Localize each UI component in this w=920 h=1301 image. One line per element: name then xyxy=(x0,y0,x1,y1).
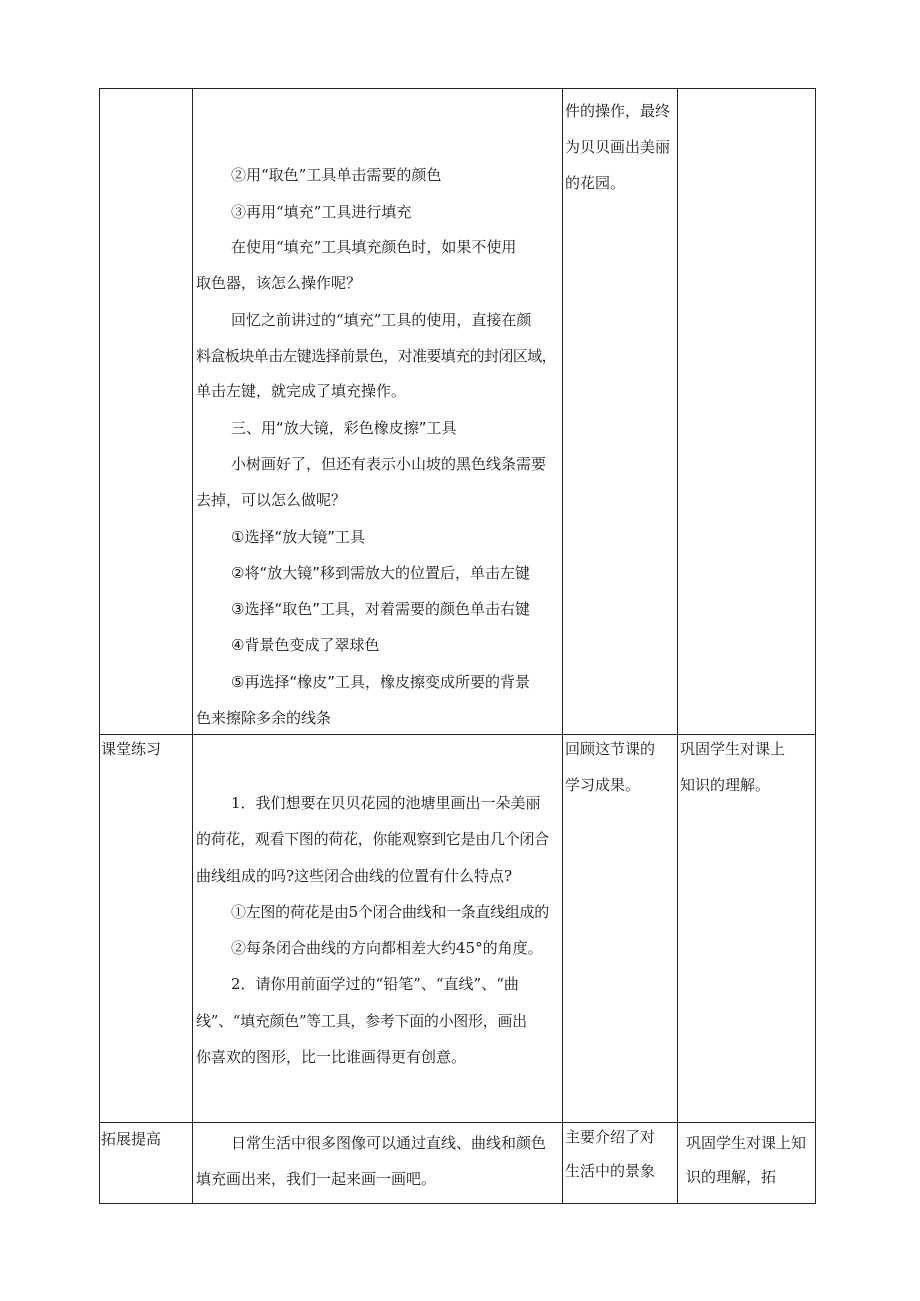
design-intent-cell xyxy=(678,89,816,735)
student-line: 回顾这节课的 xyxy=(565,740,656,758)
content-line: 你喜欢的图形，比一比谁画得更有创意。 xyxy=(196,1048,467,1066)
activity-label: 课堂练习 xyxy=(101,740,162,758)
intent-line: 巩固学生对课上 xyxy=(680,740,786,758)
teaching-content-cell xyxy=(193,1123,563,1204)
content-line: 色来擦除多余的线条 xyxy=(196,709,332,727)
table-row xyxy=(100,1123,816,1204)
student-activity-cell xyxy=(563,735,678,1123)
content-line: ②用“取色”工具单击需要的颜色 xyxy=(231,166,442,184)
content-line: 单击左键，就完成了填充操作。 xyxy=(196,382,407,400)
content-line: 小树画好了，但还有表示小山坡的黑色线条需要 xyxy=(231,455,547,473)
content-line: ③再用“填充”工具进行填充 xyxy=(231,203,412,221)
student-activity-cell xyxy=(563,89,678,735)
teaching-content-cell xyxy=(193,735,563,1123)
student-line: 件的操作，最终 xyxy=(565,102,671,120)
content-line: ③选择“取色”工具，对着需要的颜色单击右键 xyxy=(231,600,530,618)
table-row xyxy=(100,89,816,735)
content-line: 2．请你用前面学过的“铅笔”、“直线”、“曲 xyxy=(231,975,519,993)
activity-label-cell xyxy=(100,89,193,735)
teaching-content-cell xyxy=(193,89,563,735)
design-intent-cell xyxy=(678,735,816,1123)
content-line: 线”、“填充颜色”等工具，参考下面的小图形，画出 xyxy=(196,1012,527,1030)
student-line: 主要介绍了对 xyxy=(565,1128,656,1146)
content-line: 曲线组成的吗?这些闭合曲线的位置有什么特点? xyxy=(196,867,513,885)
content-line: 1．我们想要在贝贝花园的池塘里画出一朵美丽 xyxy=(231,794,541,812)
activity-label-cell xyxy=(100,735,193,1123)
content-line: ①左图的荷花是由5个闭合曲线和一条直线组成的 xyxy=(231,903,549,921)
student-line: 为贝贝画出美丽 xyxy=(565,138,671,156)
student-activity-cell xyxy=(563,1123,678,1204)
content-line: 去掉，可以怎么做呢？ xyxy=(196,491,347,509)
content-line: ②将“放大镜”移到需放大的位置后，单击左键 xyxy=(231,564,530,582)
student-line: 的花园。 xyxy=(565,174,626,192)
content-line: ⑤再选择“橡皮”工具，橡皮擦变成所要的背景 xyxy=(231,673,530,691)
table-row xyxy=(100,735,816,1123)
intent-line: 知识的理解。 xyxy=(680,776,771,794)
content-line: 回忆之前讲过的“填充”工具的使用，直接在颜 xyxy=(231,311,532,329)
student-line: 学习成果。 xyxy=(565,776,641,794)
content-line: 填充画出来，我们一起来画一画吧。 xyxy=(196,1170,437,1188)
design-intent-cell xyxy=(678,1123,816,1204)
lesson-plan-table xyxy=(99,88,816,1204)
intent-line: 巩固学生对课上知 xyxy=(686,1134,807,1152)
content-line: ④背景色变成了翠球色 xyxy=(231,636,380,654)
student-line: 生活中的景象 xyxy=(565,1162,656,1180)
intent-line: 识的理解，拓 xyxy=(686,1168,777,1186)
content-line: 日常生活中很多图像可以通过直线、曲线和颜色 xyxy=(231,1134,547,1152)
section-heading: 三、用“放大镜，彩色橡皮擦”工具 xyxy=(231,419,457,437)
content-line: ②每条闭合曲线的方向都相差大约45°的角度。 xyxy=(231,939,543,957)
content-line: 取色器，该怎么操作呢？ xyxy=(196,274,362,292)
content-line: 在使用“填充”工具填充颜色时，如果不使用 xyxy=(231,238,517,256)
activity-label: 拓展提高 xyxy=(101,1130,162,1148)
content-line: 的荷花，观看下图的荷花，你能观察到它是由几个闭合 xyxy=(196,830,549,848)
content-line: 料盒板块单击左键选择前景色，对准要填充的封闭区域， xyxy=(196,347,557,365)
activity-label-cell xyxy=(100,1123,193,1204)
content-line: ①选择“放大镜”工具 xyxy=(231,528,365,546)
